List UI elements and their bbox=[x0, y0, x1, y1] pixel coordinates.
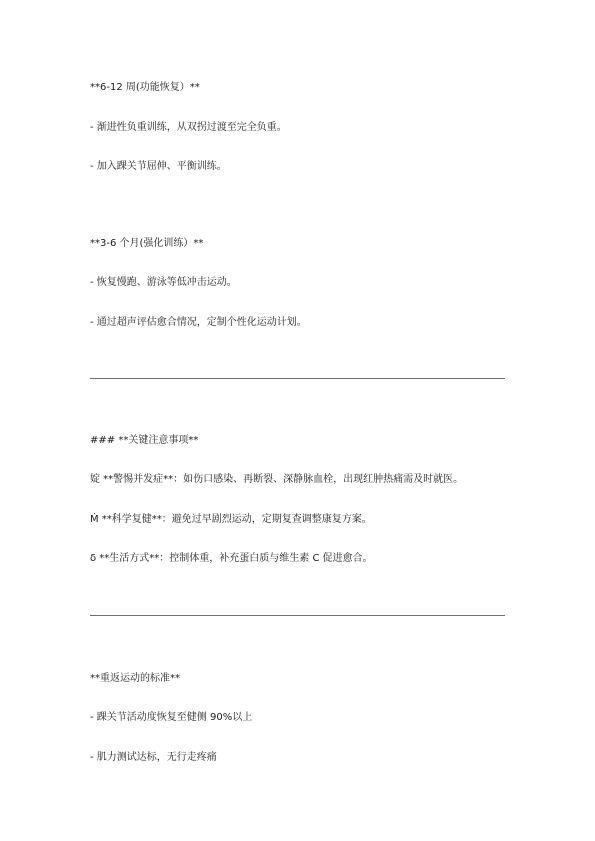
horizontal-divider bbox=[90, 615, 505, 616]
section-heading-3-6-months: **3-6 个月(强化训练）** bbox=[90, 238, 204, 249]
list-item: - 通过超声评估愈合情况，定制个性化运动计划。 bbox=[90, 317, 307, 328]
key-note-rehab: Ḿ **科学复健**：避免过早剧烈运动，定期复查调整康复方案。 bbox=[90, 514, 372, 525]
return-to-sport-heading: **重返运动的标准** bbox=[90, 673, 180, 684]
list-item: - 肌力测试达标，无行走疼痛 bbox=[90, 752, 217, 763]
list-item: - 恢复慢跑、游泳等低冲击运动。 bbox=[90, 277, 237, 288]
list-item: - 加入踝关节屈伸、平衡训练。 bbox=[90, 161, 227, 172]
list-item: - 踝关节活动度恢复至健侧 90%以上 bbox=[90, 712, 253, 723]
key-notes-heading: ### **关键注意事项** bbox=[90, 435, 199, 446]
key-note-complications: 婝 **警惕并发症**：如伤口感染、再断裂、深静脉血栓，出现红肿热痛需及时就医。 bbox=[90, 474, 464, 485]
key-note-lifestyle: δ **生活方式**：控制体重，补充蛋白质与维生素 C 促进愈合。 bbox=[90, 553, 373, 564]
list-item: - 渐进性负重训练，从双拐过渡至完全负重。 bbox=[90, 122, 287, 133]
section-heading-6-12-weeks: **6-12 周(功能恢复）** bbox=[90, 82, 200, 93]
horizontal-divider bbox=[90, 378, 505, 379]
